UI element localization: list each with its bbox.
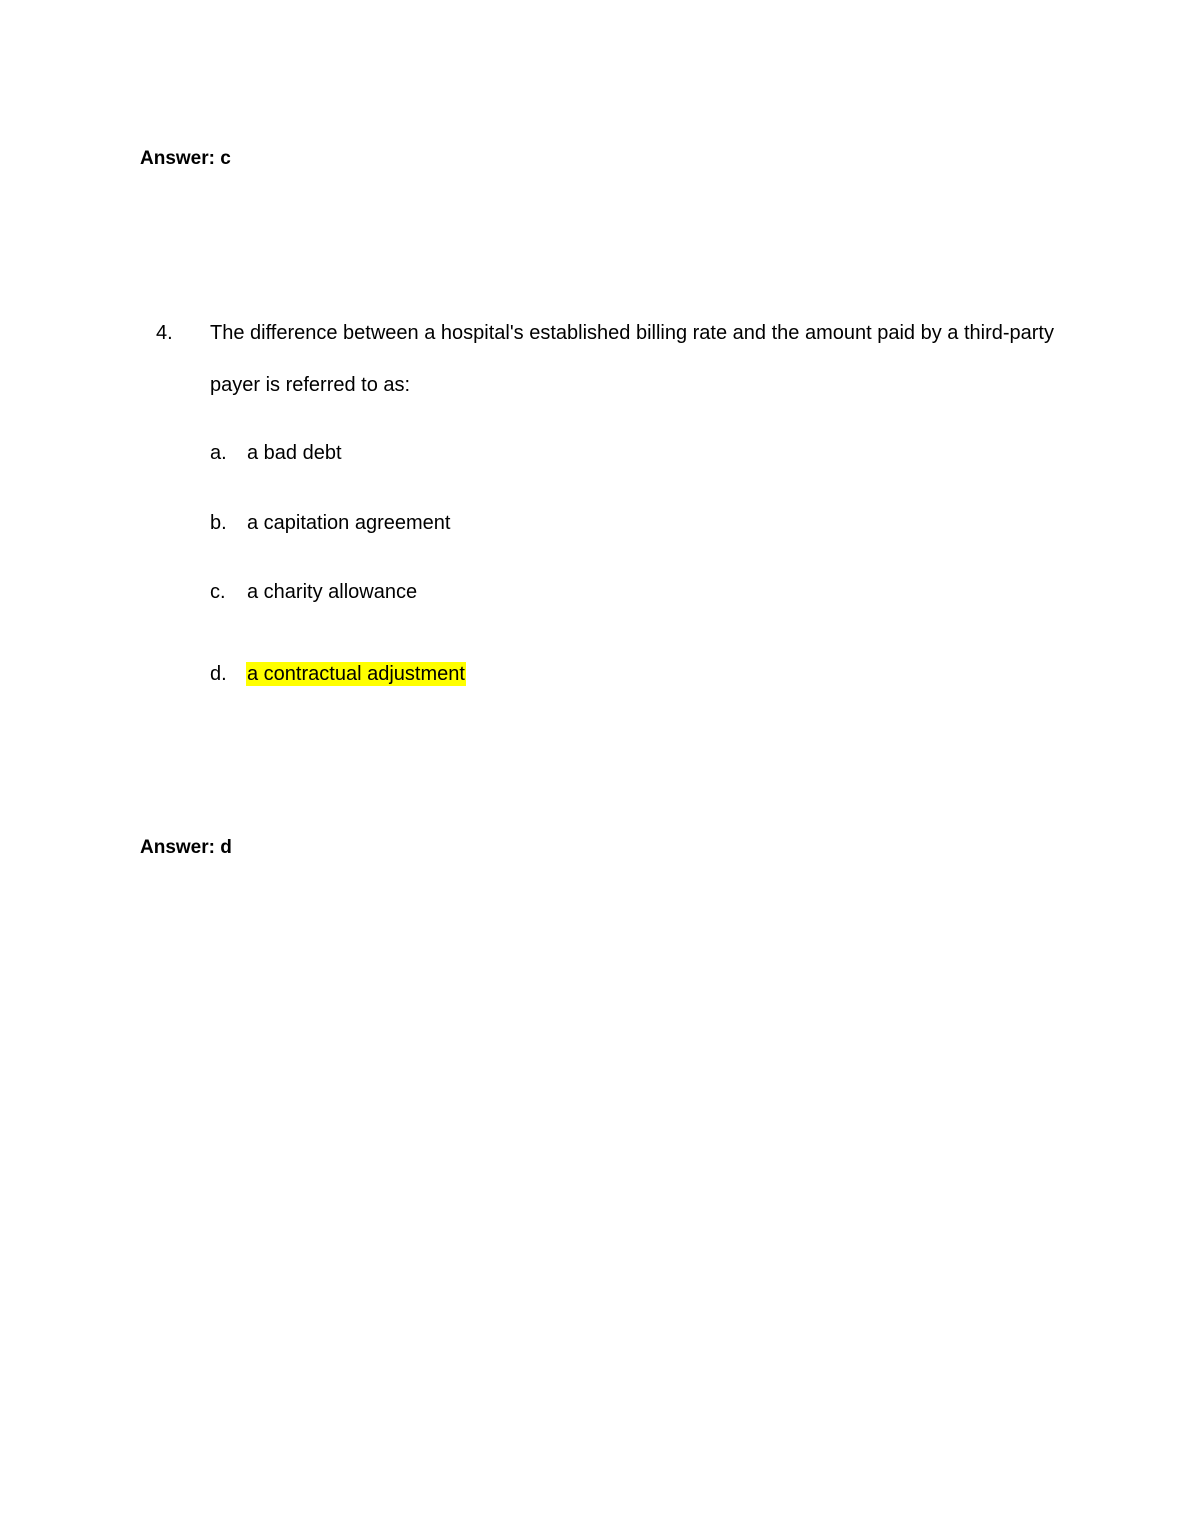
question-text: The difference between a hospital's established billing rate and the amount paid by a third-party payer is referred to as: <box>210 322 1054 396</box>
choice-d <box>210 662 466 686</box>
choice-text: a capitation agreement <box>247 512 451 534</box>
choice-b <box>210 511 451 535</box>
answer-label: Answer: d <box>140 837 232 858</box>
question-number: 4. <box>156 322 173 344</box>
choice-text: a bad debt <box>247 442 342 464</box>
choice-c <box>210 580 418 604</box>
highlighted-choice-text: a contractual adjustment <box>247 663 465 685</box>
choice-letter: b. <box>210 512 227 534</box>
choice-a <box>210 441 343 465</box>
choice-text: a charity allowance <box>247 581 418 603</box>
previous-answer: Answer: c <box>140 148 231 169</box>
choice-letter: d. <box>210 663 227 685</box>
choice-letter: a. <box>210 442 227 464</box>
choice-letter: c. <box>210 581 226 603</box>
